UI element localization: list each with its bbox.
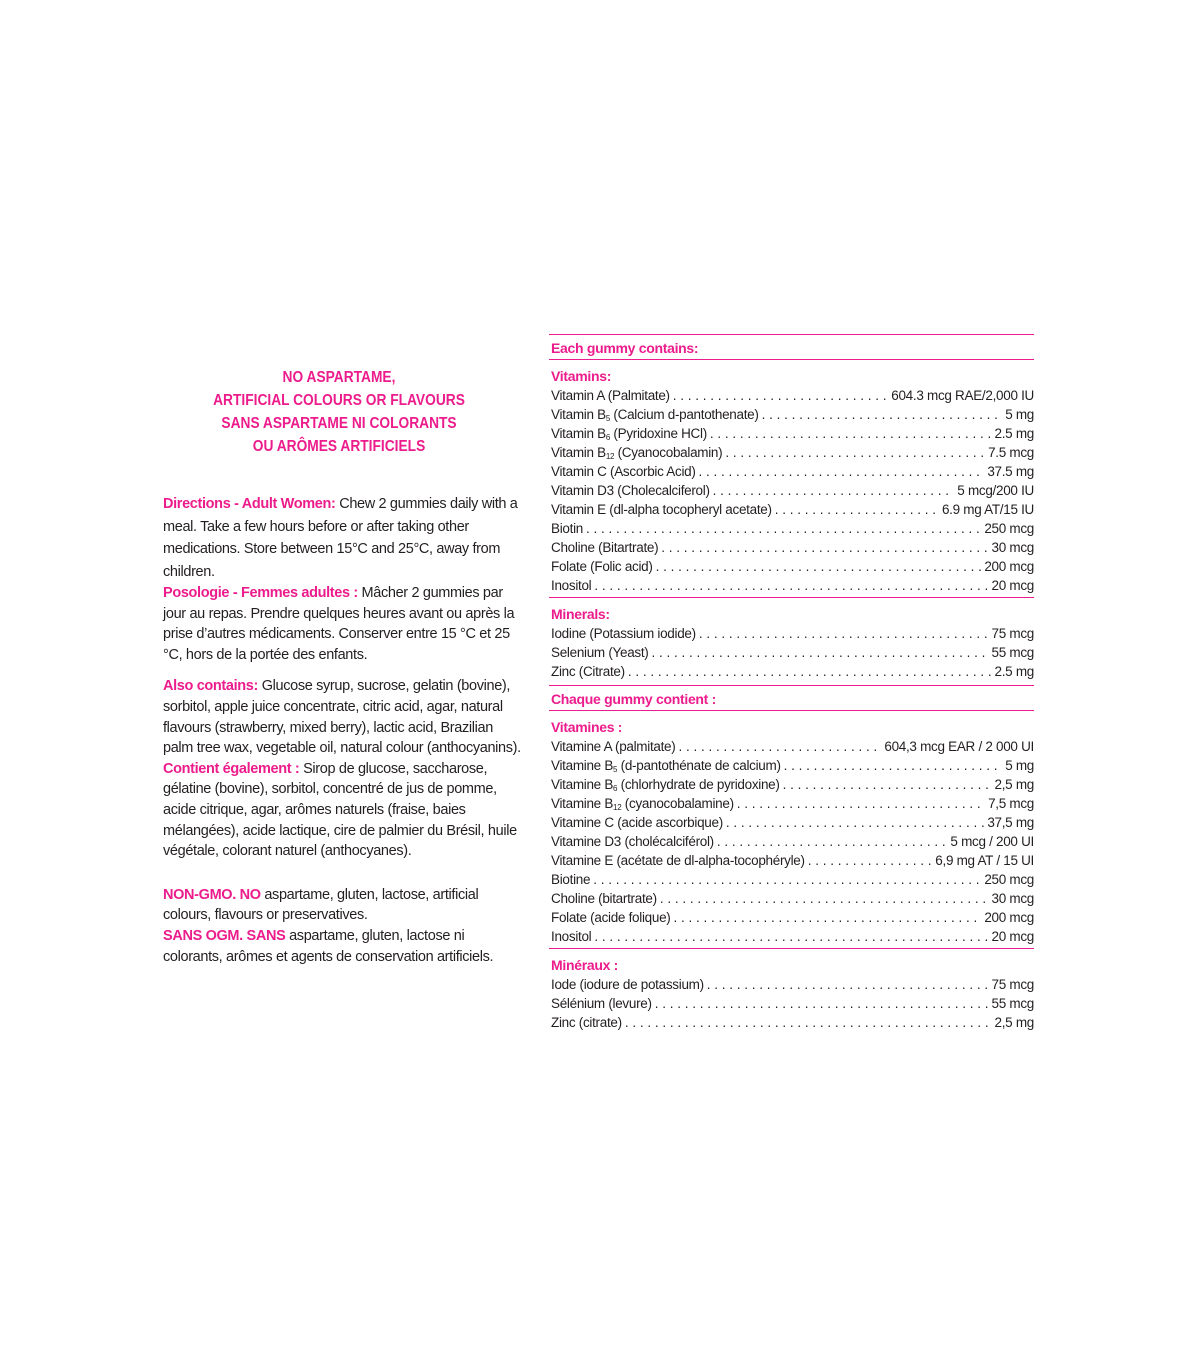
sans-ogm-paragraph: [163, 926, 523, 967]
non-gmo-text: aspartame, gluten, lactose, artificial colours, flavours or preservatives.: [163, 886, 479, 924]
nutrient-name: Sélénium (levure): [551, 996, 652, 1011]
dot-leader: [586, 519, 981, 538]
nutrient-amount: 7.5 mcg: [988, 445, 1034, 460]
nutrient-row: [549, 386, 1034, 405]
nutrient-row: [549, 405, 1034, 424]
posologie-paragraph: [163, 583, 523, 665]
posologie-label: Posologie - Femmes adultes :: [163, 585, 358, 601]
en-vitamins-section: [549, 360, 1034, 598]
nutrient-name: Iodine (Potassium iodide): [551, 626, 696, 641]
nutrient-amount: 2,5 mg: [994, 777, 1034, 792]
nutrient-name: [551, 756, 781, 775]
nutrient-row: [549, 424, 1034, 443]
nutrient-amount: 30 mcg: [991, 891, 1034, 906]
nutrient-amount: 55 mcg: [991, 996, 1034, 1011]
fr-vitamins-section: [549, 711, 1034, 949]
nutrient-name-suffix: (d-pantothénate de calcium): [617, 758, 781, 773]
nutrient-name: [551, 443, 722, 462]
nutrient-amount: 6.9 mg AT/15 IU: [941, 502, 1034, 517]
banner-line: OU ARÔMES ARTIFICIELS: [252, 438, 426, 455]
contient-text: Sirop de glucose, saccharose, gélatine (bovine), sorbitol, concentré de jus de pomme, acide citrique, agar, arômes naturels (fraise, baies mélangées), acide lactique, cire de palmier du Brésil, huile végétale, colorant naturel (anthocyanes).: [163, 760, 517, 860]
dot-leader: [713, 481, 955, 500]
dot-leader: [660, 889, 989, 908]
nutrient-amount: 2.5 mg: [994, 426, 1034, 441]
nutrient-amount: 37.5 mg: [987, 464, 1034, 479]
nutrient-name: [551, 405, 759, 424]
nutrient-name-suffix: (Cyanocobalamin): [614, 445, 723, 460]
nutrient-row: [549, 737, 1034, 756]
nutrient-amount: 6,9 mg AT / 15 UI: [935, 853, 1034, 868]
nutrient-amount: 200 mcg: [984, 559, 1034, 574]
nutrient-row: [549, 889, 1034, 908]
nutrient-amount: 20 mcg: [991, 578, 1034, 593]
dot-leader: [625, 1013, 992, 1032]
nutrient-amount: 37,5 mg: [987, 815, 1034, 830]
directions-column: [163, 366, 523, 967]
nutrient-amount: 20 mcg: [991, 929, 1034, 944]
nutrient-name: Vitamine D3 (cholécalciférol): [551, 834, 714, 849]
dot-leader: [594, 927, 988, 946]
nutrient-name: Folate (acide folique): [551, 910, 671, 925]
nutrient-name-suffix: (Pyridoxine HCl): [609, 426, 707, 441]
nutrient-name: Choline (Bitartrate): [551, 540, 659, 555]
nutrient-row: [549, 462, 1034, 481]
nutrient-name: [551, 424, 707, 443]
nutrient-name-suffix: (Calcium d-pantothenate): [609, 407, 759, 422]
dot-leader: [699, 462, 985, 481]
dot-leader: [775, 500, 939, 519]
en-vitamins-list: [549, 386, 1034, 595]
nutrient-subscript: 5: [605, 414, 610, 423]
nutrient-row: [549, 927, 1034, 946]
dot-leader: [725, 443, 985, 462]
nutrient-name: Iode (iodure de potassium): [551, 977, 704, 992]
nutrient-row: [549, 576, 1034, 595]
nutrient-amount: 604,3 mcg EAR / 2 000 UI: [884, 739, 1034, 754]
nutrient-amount: 2,5 mg: [994, 1015, 1034, 1030]
nutrient-row: [549, 1013, 1034, 1032]
nutrient-amount: 5 mg: [1005, 407, 1034, 422]
nutrient-name: [551, 775, 780, 794]
nutrient-row: [549, 643, 1034, 662]
posologie-text: Mâcher 2 gummies par jour au repas. Prendre quelques heures avant ou après la prise d’autres médicaments. Conserver entre 15 °C et 25 °C, hors de la portée des enfants.: [163, 585, 515, 663]
nutrient-row: [549, 756, 1034, 775]
dot-leader: [783, 775, 992, 794]
nutrient-name-prefix: Vitamine B: [551, 796, 614, 811]
fr-vitamins-title: Vitamines :: [551, 719, 623, 735]
banner-line: ARTIFICIAL COLOURS OR FLAVOURS: [213, 392, 465, 409]
non-gmo-paragraph: [163, 885, 523, 926]
nutrient-subscript: 12: [605, 452, 615, 461]
contient-paragraph: [163, 759, 523, 862]
nutrient-name-prefix: Vitamine B: [551, 758, 614, 773]
also-contains-label: Also contains:: [163, 678, 259, 695]
contient-label: Contient également :: [163, 760, 300, 777]
dot-leader: [673, 386, 889, 405]
nutrient-name: Inositol: [551, 929, 592, 944]
dot-leader: [655, 994, 989, 1013]
sans-ogm-text: aspartame, gluten, lactose ni colorants, arômes et agents de conservation artificiels.: [163, 927, 494, 965]
dot-leader: [699, 624, 989, 643]
nutrient-name-prefix: Vitamin B: [551, 445, 606, 460]
banner-line: SANS ASPARTAME NI COLORANTS: [221, 415, 457, 432]
banner-line: NO ASPARTAME,: [282, 369, 396, 386]
nutrient-name-prefix: Vitamine B: [551, 777, 614, 792]
directions-paragraph: [163, 493, 523, 583]
nutrient-row: [549, 775, 1034, 794]
dot-leader: [594, 576, 988, 595]
nutrient-subscript: 6: [613, 784, 618, 793]
nutrient-subscript: 6: [605, 433, 610, 442]
also-contains-paragraph: [163, 676, 523, 758]
en-minerals-list: [549, 624, 1034, 681]
nutrient-name-suffix: (cyanocobalamine): [621, 796, 734, 811]
nutrient-amount: 604.3 mcg RAE/2,000 IU: [891, 388, 1034, 403]
fr-minerals-list: [549, 975, 1034, 1032]
nutrient-amount: 5 mg: [1005, 758, 1034, 773]
dot-leader: [678, 737, 881, 756]
no-artificial-banner: [153, 366, 525, 458]
sans-ogm-label: SANS OGM. SANS: [163, 927, 286, 944]
dot-leader: [808, 851, 933, 870]
dot-leader: [628, 662, 992, 681]
nutrient-name-prefix: Vitamin B: [551, 407, 606, 422]
nutrient-name: Vitamine C (acide ascorbique): [551, 815, 723, 830]
nutrient-name: Vitamin E (dl-alpha tocopheryl acetate): [551, 502, 772, 517]
directions-label: Directions - Adult Women:: [163, 496, 336, 512]
each-gummy-header: Each gummy contains:: [549, 334, 1034, 360]
fr-minerals-section: [549, 949, 1034, 1032]
nutrient-amount: 250 mcg: [984, 521, 1034, 536]
dot-leader: [661, 538, 988, 557]
nutrient-row: [549, 813, 1034, 832]
nutrient-name-suffix: (chlorhydrate de pyridoxine): [617, 777, 780, 792]
nutrient-row: [549, 832, 1034, 851]
nutrient-name: Vitamin D3 (Cholecalciferol): [551, 483, 710, 498]
nutrient-amount: 30 mcg: [991, 540, 1034, 555]
nutrient-subscript: 12: [613, 803, 622, 812]
nutrient-name: [551, 794, 734, 813]
nutrient-amount: 55 mcg: [991, 645, 1034, 660]
dot-leader: [707, 975, 989, 994]
nutrient-name: Vitamine A (palmitate): [551, 739, 676, 754]
dot-leader: [762, 405, 1003, 424]
nutrient-name: Folate (Folic acid): [551, 559, 653, 574]
fr-vitamins-list: [549, 737, 1034, 946]
fr-minerals-title: Minéraux :: [551, 957, 619, 973]
nutrient-row: [549, 481, 1034, 500]
nutrient-name-prefix: Vitamin B: [551, 426, 606, 441]
also-contains-text: Glucose syrup, sucrose, gelatin (bovine), sorbitol, apple juice concentrate, citric acid, agar, natural flavours (strawberry, mixed berry), lactic acid, Brazilian palm tree wax, vegetable oil, natural colour (anthocyanins).: [163, 678, 521, 757]
nutrient-row: [549, 794, 1034, 813]
nutrient-row: [549, 519, 1034, 538]
nutrient-name: Biotin: [551, 521, 583, 536]
nutrient-row: [549, 851, 1034, 870]
nutrient-row: [549, 662, 1034, 681]
en-minerals-title: Minerals:: [551, 606, 610, 622]
non-gmo-label: NON-GMO. NO: [163, 886, 261, 903]
chaque-gummy-header: Chaque gummy contient :: [549, 685, 1034, 711]
en-minerals-section: [549, 598, 1034, 681]
dot-leader: [593, 870, 981, 889]
dot-leader: [710, 424, 992, 443]
dot-leader: [717, 832, 948, 851]
dot-leader: [673, 908, 981, 927]
nutrient-amount: 250 mcg: [984, 872, 1034, 887]
nutrient-row: [549, 538, 1034, 557]
nutrient-amount: 2.5 mg: [994, 664, 1034, 679]
directions-text: Chew 2 gummies daily with a meal. Take a few hours before or after taking other medications. Store between 15°C and 25°C, away from children.: [163, 496, 518, 580]
nutrient-name: Zinc (citrate): [551, 1015, 622, 1030]
nutrient-amount: 75 mcg: [991, 977, 1034, 992]
nutrient-name: Zinc (Citrate): [551, 664, 625, 679]
en-vitamins-title: Vitamins:: [551, 368, 612, 384]
nutrient-name: Selenium (Yeast): [551, 645, 649, 660]
nutrient-row: [549, 908, 1034, 927]
nutrient-row: [549, 994, 1034, 1013]
nutrient-amount: 7,5 mcg: [988, 796, 1034, 811]
nutrient-amount: 5 mcg/200 IU: [957, 483, 1034, 498]
nutrient-name: Vitamine E (acétate de dl-alpha-tocophéryle): [551, 853, 805, 868]
nutrient-row: [549, 443, 1034, 462]
dot-leader: [726, 813, 984, 832]
nutrient-amount: 5 mcg / 200 UI: [950, 834, 1034, 849]
nutrient-row: [549, 975, 1034, 994]
ingredients-panel: [549, 334, 1034, 1032]
nutrient-name: Biotine: [551, 872, 591, 887]
dot-leader: [784, 756, 1003, 775]
nutrient-name: Vitamin C (Ascorbic Acid): [551, 464, 696, 479]
dot-leader: [737, 794, 985, 813]
dot-leader: [652, 643, 989, 662]
nutrient-row: [549, 870, 1034, 889]
nutrient-row: [549, 500, 1034, 519]
nutrient-row: [549, 557, 1034, 576]
nutrient-name: Choline (bitartrate): [551, 891, 657, 906]
nutrient-name: Inositol: [551, 578, 592, 593]
nutrient-row: [549, 624, 1034, 643]
nutrient-amount: 200 mcg: [984, 910, 1034, 925]
dot-leader: [656, 557, 982, 576]
nutrient-amount: 75 mcg: [991, 626, 1034, 641]
nutrient-subscript: 5: [613, 765, 618, 774]
nutrient-name: Vitamin A (Palmitate): [551, 388, 670, 403]
